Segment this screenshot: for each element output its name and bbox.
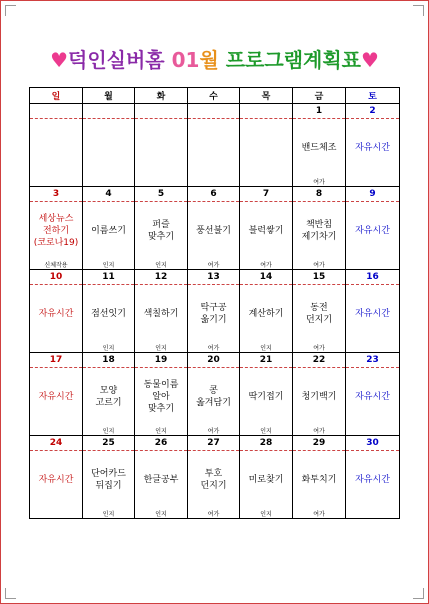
activity-cell: 자유시간 (346, 202, 400, 260)
date-cell: 25 (83, 436, 135, 451)
activity-cell: 화투치기 (293, 451, 346, 509)
category-note-cell: 여가 (188, 342, 240, 353)
date-row (30, 187, 400, 202)
date-cell: 16 (346, 270, 400, 285)
date-cell: 19 (135, 353, 188, 368)
activity-cell: 색칠하기 (135, 285, 188, 343)
activity-cell: 동물이름 알아 맞추기 (135, 368, 188, 426)
activity-cell: 밴드체조 (293, 119, 346, 177)
category-note-cell: 여가 (188, 259, 240, 270)
title-month-label: 월 (199, 48, 219, 72)
date-row (30, 353, 400, 368)
weekday-header: 월 (83, 88, 135, 104)
category-note-cell (30, 508, 83, 519)
date-cell: 10 (30, 270, 83, 285)
category-note-cell (346, 508, 400, 519)
category-note-cell: 여가 (293, 176, 346, 187)
note-row (30, 259, 400, 270)
date-cell (240, 104, 293, 119)
date-cell: 5 (135, 187, 188, 202)
activity-cell: 청기백기 (293, 368, 346, 426)
category-note-cell: 여가 (293, 508, 346, 519)
category-note-cell (240, 176, 293, 187)
date-cell: 14 (240, 270, 293, 285)
date-cell: 22 (293, 353, 346, 368)
activity-cell: 자유시간 (346, 451, 400, 509)
category-note-cell: 여가 (293, 425, 346, 436)
activity-cell: 세상뉴스 전하기 (코로나19) (30, 202, 83, 260)
date-cell: 9 (346, 187, 400, 202)
category-note-cell: 인지 (83, 259, 135, 270)
category-note-cell: 인지 (83, 508, 135, 519)
date-cell: 28 (240, 436, 293, 451)
date-row (30, 436, 400, 451)
category-note-cell: 여가 (240, 259, 293, 270)
heart-icon: ♥ (360, 48, 379, 72)
category-note-cell: 여가 (188, 425, 240, 436)
category-note-cell (346, 259, 400, 270)
activity-cell: 자유시간 (346, 119, 400, 177)
category-note-cell (30, 425, 83, 436)
category-note-cell: 인지 (135, 425, 188, 436)
weekday-header: 금 (293, 88, 346, 104)
activity-cell: 자유시간 (30, 368, 83, 426)
note-row (30, 176, 400, 187)
activity-cell: 딱기접기 (240, 368, 293, 426)
date-cell: 4 (83, 187, 135, 202)
category-note-cell (346, 176, 400, 187)
date-cell: 17 (30, 353, 83, 368)
activity-cell (240, 119, 293, 177)
title-month-number: 01 (171, 48, 200, 72)
activity-cell: 자유시간 (30, 451, 83, 509)
category-note-cell (30, 342, 83, 353)
activity-cell: 점선잇기 (83, 285, 135, 343)
category-note-cell: 인지 (83, 342, 135, 353)
weekday-header: 토 (346, 88, 400, 104)
activity-cell: 동전 던지기 (293, 285, 346, 343)
date-cell: 21 (240, 353, 293, 368)
date-cell: 2 (346, 104, 400, 119)
category-note-cell: 인지 (135, 508, 188, 519)
category-note-cell: 인지 (240, 342, 293, 353)
category-note-cell (346, 425, 400, 436)
date-cell: 23 (346, 353, 400, 368)
activity-cell: 퍼즐 맞추기 (135, 202, 188, 260)
activity-cell: 블럭쌓기 (240, 202, 293, 260)
activity-row (30, 119, 400, 177)
category-note-cell: 인지 (240, 425, 293, 436)
activity-row (30, 451, 400, 509)
date-cell: 20 (188, 353, 240, 368)
category-note-cell: 여가 (188, 508, 240, 519)
activity-cell: 한글공부 (135, 451, 188, 509)
crop-mark (413, 5, 424, 16)
date-cell: 12 (135, 270, 188, 285)
heart-icon: ♥ (50, 48, 69, 72)
category-note-cell: 인지 (135, 342, 188, 353)
category-note-cell (188, 176, 240, 187)
activity-cell (135, 119, 188, 177)
date-cell (188, 104, 240, 119)
date-cell: 29 (293, 436, 346, 451)
activity-cell: 단어카드 뒤집기 (83, 451, 135, 509)
activity-cell: 이름쓰기 (83, 202, 135, 260)
category-note-cell: 신체작용 (30, 259, 83, 270)
crop-mark (5, 588, 16, 599)
category-note-cell (30, 176, 83, 187)
title-plan-label: 프로그램계획표 (225, 48, 361, 72)
category-note-cell: 인지 (135, 259, 188, 270)
note-row (30, 425, 400, 436)
activity-cell: 미로찾기 (240, 451, 293, 509)
date-cell: 6 (188, 187, 240, 202)
activity-cell: 자유시간 (30, 285, 83, 343)
weekday-header: 일 (30, 88, 83, 104)
activity-row (30, 368, 400, 426)
date-cell: 1 (293, 104, 346, 119)
date-cell: 8 (293, 187, 346, 202)
activity-cell: 자유시간 (346, 285, 400, 343)
category-note-cell (135, 176, 188, 187)
date-cell: 11 (83, 270, 135, 285)
date-cell: 27 (188, 436, 240, 451)
category-note-cell: 여가 (293, 259, 346, 270)
calendar-table (29, 87, 400, 519)
activity-row (30, 202, 400, 260)
activity-cell (188, 119, 240, 177)
activity-cell (83, 119, 135, 177)
date-cell (135, 104, 188, 119)
category-note-cell: 인지 (83, 425, 135, 436)
date-cell (83, 104, 135, 119)
activity-cell: 콩 옮겨담기 (188, 368, 240, 426)
activity-cell: 계산하기 (240, 285, 293, 343)
date-cell: 15 (293, 270, 346, 285)
date-cell: 26 (135, 436, 188, 451)
category-note-cell (83, 176, 135, 187)
date-cell: 18 (83, 353, 135, 368)
date-cell: 30 (346, 436, 400, 451)
date-cell: 7 (240, 187, 293, 202)
weekday-header-row (30, 88, 400, 104)
note-row (30, 508, 400, 519)
activity-cell (30, 119, 83, 177)
weekday-header: 화 (135, 88, 188, 104)
weekday-header: 수 (188, 88, 240, 104)
activity-cell: 책반침 제기차기 (293, 202, 346, 260)
date-row (30, 270, 400, 285)
title-facility-name: 덕인실버홈 (68, 48, 165, 72)
activity-cell: 모양 고르기 (83, 368, 135, 426)
activity-cell: 탁구공 옮기기 (188, 285, 240, 343)
category-note-cell (346, 342, 400, 353)
crop-mark (413, 588, 424, 599)
activity-cell: 자유시간 (346, 368, 400, 426)
activity-row (30, 285, 400, 343)
category-note-cell: 인지 (240, 508, 293, 519)
category-note-cell: 여가 (293, 342, 346, 353)
date-row (30, 104, 400, 119)
date-cell (30, 104, 83, 119)
date-cell: 13 (188, 270, 240, 285)
activity-cell: 투호 던지기 (188, 451, 240, 509)
crop-mark (5, 5, 16, 16)
date-cell: 24 (30, 436, 83, 451)
page-title (0, 44, 429, 73)
weekday-header: 목 (240, 88, 293, 104)
note-row (30, 342, 400, 353)
date-cell: 3 (30, 187, 83, 202)
activity-cell: 풍선불기 (188, 202, 240, 260)
